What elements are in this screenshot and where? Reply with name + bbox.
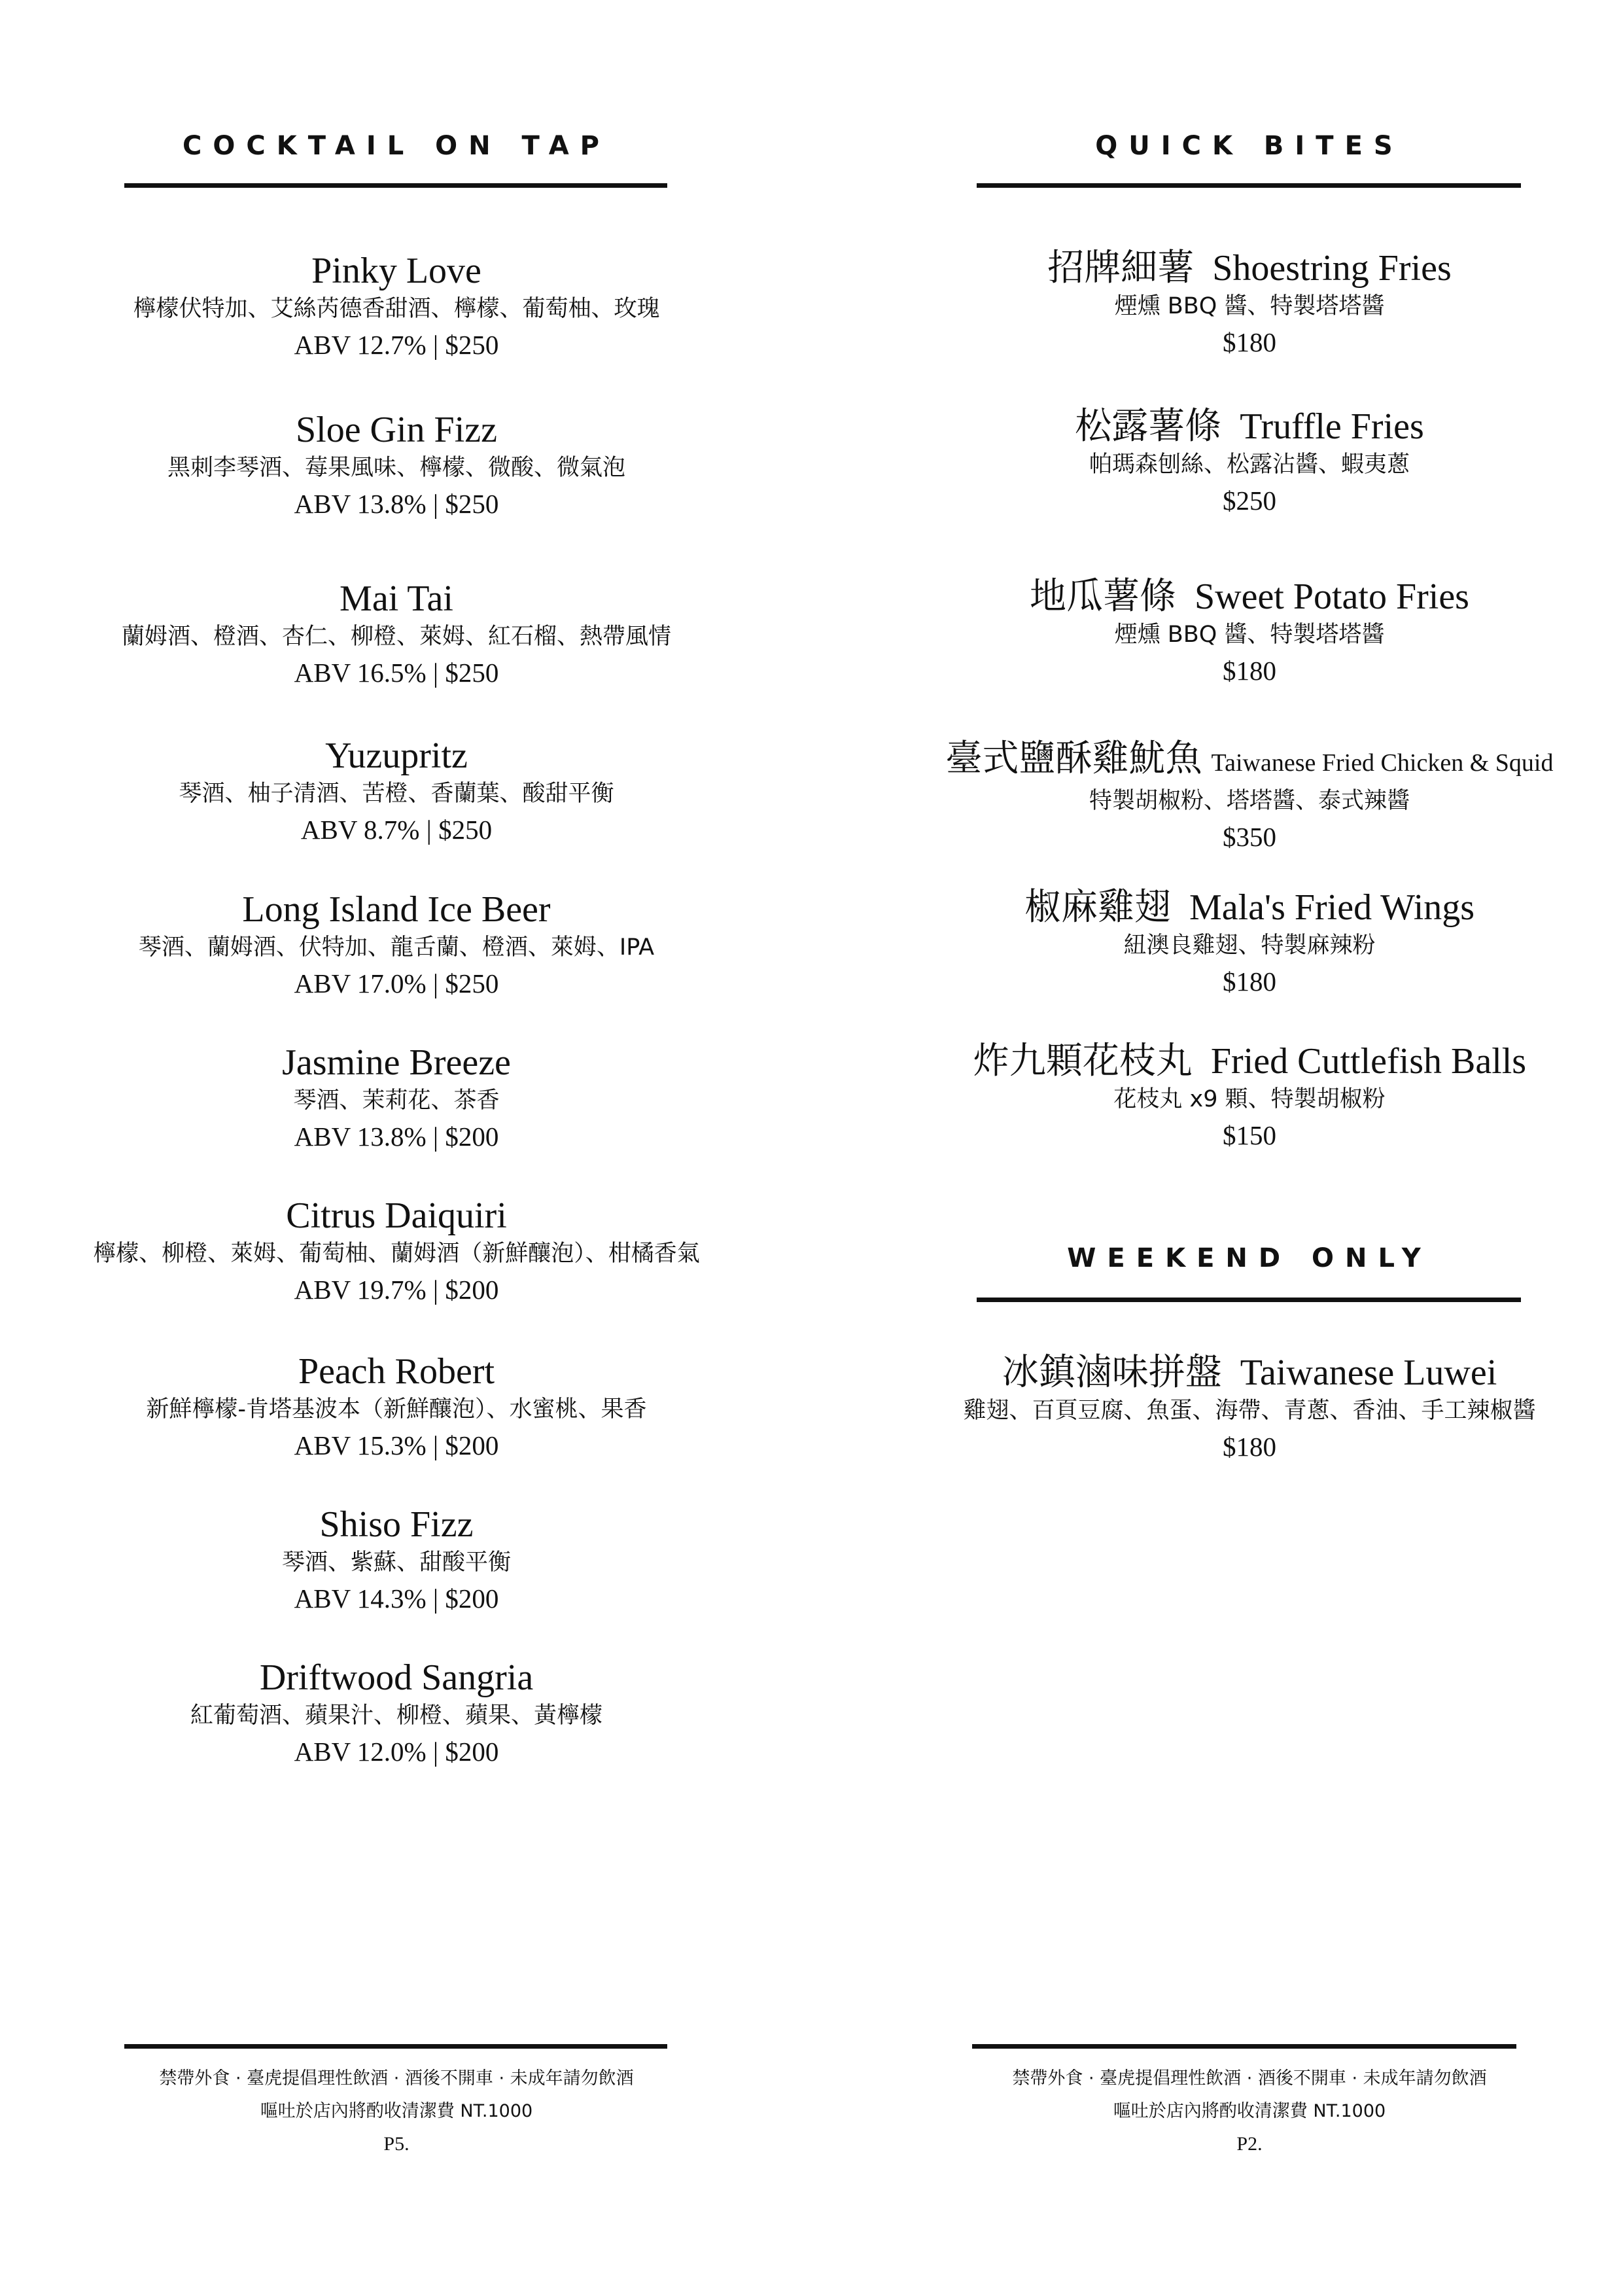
- cocktail-item: [0, 578, 793, 692]
- cocktail-item: [0, 1195, 793, 1309]
- food-price: $180: [1223, 327, 1276, 357]
- cocktail-name: Peach Robert: [298, 1351, 495, 1392]
- cocktail-name: Jasmine Breeze: [282, 1042, 511, 1083]
- cocktail-desc: 琴酒、柚子清酒、苦橙、香蘭葉、酸甜平衡: [179, 781, 614, 807]
- cocktail-price: ABV 16.5% | $250: [294, 658, 499, 688]
- footer-notice: 禁帶外食 · 臺虎提倡理性飲酒 · 酒後不開車 · 未成年請勿飲酒: [1012, 2068, 1487, 2089]
- cocktail-item: [0, 1351, 793, 1464]
- cocktail-desc: 琴酒、茉莉花、茶香: [293, 1087, 500, 1114]
- food-name-zh: 臺式鹽酥雞魷魚: [945, 739, 1202, 779]
- food-desc: 雞翅、百頁豆腐、魚蛋、海帶、青蔥、香油、手工辣椒醬: [963, 1398, 1536, 1424]
- food-name-zh: 地瓜薯條: [1030, 576, 1176, 617]
- food-item: [922, 576, 1577, 690]
- cocktail-name: Long Island Ice Beer: [242, 889, 551, 930]
- food-price: $180: [1223, 966, 1276, 997]
- footer: [0, 2062, 793, 2161]
- cocktail-item: [0, 1504, 793, 1617]
- food-name-zh: 松露薯條: [1075, 406, 1222, 447]
- quick-bites-heading: QUICK BITES: [1095, 131, 1404, 161]
- cocktail-price: ABV 19.7% | $200: [294, 1275, 499, 1305]
- food-price: $150: [1223, 1120, 1276, 1150]
- food-name-en: Fried Cuttlefish Balls: [1210, 1041, 1527, 1082]
- page-number: P2.: [1236, 2133, 1263, 2155]
- cocktail-price: ABV 12.0% | $200: [294, 1737, 499, 1767]
- food-name-en: Sweet Potato Fries: [1195, 576, 1469, 617]
- quick-bites-heading-rule: [977, 183, 1521, 188]
- cocktail-price: ABV 13.8% | $200: [294, 1122, 499, 1152]
- weekend-only-heading-rule: [977, 1298, 1521, 1302]
- food-name-zh: 招牌細薯: [1047, 248, 1195, 289]
- cocktail-name: Yuzupritz: [325, 735, 468, 776]
- cocktail-desc: 琴酒、紫蘇、甜酸平衡: [281, 1549, 511, 1576]
- cocktail-desc: 蘭姆酒、橙酒、杏仁、柳橙、萊姆、紅石榴、熱帶風情: [121, 624, 671, 650]
- food-name-zh: 炸九顆花枝丸: [972, 1041, 1193, 1082]
- cocktail-item: [0, 889, 793, 1002]
- cocktail-desc: 新鮮檸檬-肯塔基波本（新鮮釀泡）、水蜜桃、果香: [146, 1396, 647, 1422]
- food-price: $350: [1223, 822, 1276, 852]
- food-name-zh: 冰鎮滷味拼盤: [1002, 1352, 1222, 1393]
- food-column: [922, 0, 1577, 2296]
- footer-notice: 禁帶外食 · 臺虎提倡理性飲酒 · 酒後不開車 · 未成年請勿飲酒: [159, 2068, 634, 2089]
- footer-rule: [124, 2044, 667, 2049]
- cocktail-heading-rule: [124, 183, 667, 188]
- food-name-en: Taiwanese Fried Chicken & Squid: [1211, 749, 1554, 777]
- food-name-zh: 椒麻雞翅: [1024, 887, 1171, 928]
- food-item: [922, 887, 1577, 1000]
- cocktail-item: [0, 1042, 793, 1156]
- cocktail-price: ABV 15.3% | $200: [294, 1430, 499, 1460]
- food-name: [922, 247, 1577, 289]
- cocktail-price: ABV 12.7% | $250: [294, 330, 499, 360]
- cocktail-desc: 紅葡萄酒、蘋果汁、柳橙、蘋果、黃檸檬: [190, 1703, 602, 1729]
- cocktail-name: Driftwood Sangria: [259, 1657, 534, 1698]
- food-desc: 特製胡椒粉、塔塔醬、泰式辣醬: [1089, 788, 1410, 814]
- food-item: [922, 1040, 1577, 1154]
- cocktail-name: Pinky Love: [311, 251, 481, 291]
- footer: [922, 2062, 1577, 2161]
- food-name: [922, 738, 1577, 784]
- food-name-en: Mala's Fried Wings: [1189, 887, 1475, 928]
- food-desc: 煙燻 BBQ 醬、特製塔塔醬: [1114, 622, 1385, 648]
- food-price: $180: [1223, 1432, 1276, 1462]
- footer-rule: [972, 2044, 1516, 2049]
- cocktail-column: [0, 0, 793, 2296]
- food-item: [922, 406, 1577, 520]
- cocktail-price: ABV 13.8% | $250: [294, 489, 499, 519]
- food-name-en: Taiwanese Luwei: [1240, 1352, 1497, 1393]
- page-number: P5.: [383, 2133, 410, 2155]
- food-price: $180: [1223, 656, 1276, 686]
- weekend-item: [922, 1352, 1577, 1466]
- cocktail-name: Citrus Daiquiri: [286, 1195, 507, 1236]
- footer-cleaning-fee: 嘔吐於店內將酌收清潔費 NT.1000: [260, 2101, 533, 2121]
- weekend-only-heading: WEEKEND ONLY: [1067, 1243, 1432, 1273]
- cocktail-desc: 琴酒、蘭姆酒、伏特加、龍舌蘭、橙酒、萊姆、IPA: [138, 934, 655, 961]
- food-name: [922, 887, 1577, 928]
- cocktail-price: ABV 8.7% | $250: [300, 815, 493, 845]
- cocktail-name: Mai Tai: [340, 578, 453, 619]
- cocktail-price: ABV 17.0% | $250: [294, 968, 499, 998]
- cocktail-item: [0, 250, 793, 364]
- food-desc: 煙燻 BBQ 醬、特製塔塔醬: [1114, 293, 1385, 319]
- food-name: [922, 1040, 1577, 1082]
- cocktail-desc: 黑刺李琴酒、莓果風味、檸檬、微酸、微氣泡: [167, 455, 625, 481]
- food-name-en: Truffle Fries: [1240, 406, 1424, 447]
- food-desc: 花枝丸 x9 顆、特製胡椒粉: [1113, 1086, 1386, 1112]
- food-item: [922, 247, 1577, 361]
- footer-cleaning-fee: 嘔吐於店內將酌收清潔費 NT.1000: [1113, 2101, 1386, 2121]
- cocktail-name: Sloe Gin Fizz: [296, 410, 497, 450]
- cocktail-desc: 檸檬、柳橙、萊姆、葡萄柚、蘭姆酒（新鮮釀泡）、柑橘香氣: [93, 1241, 700, 1267]
- food-name: [922, 1352, 1577, 1394]
- cocktail-desc: 檸檬伏特加、艾絲芮德香甜酒、檸檬、葡萄柚、玫瑰: [133, 296, 660, 322]
- food-desc: 帕瑪森刨絲、松露沾醬、蝦夷蔥: [1089, 451, 1410, 478]
- cocktail-heading: COCKTAIL ON TAP: [182, 131, 610, 161]
- food-price: $250: [1223, 486, 1276, 516]
- cocktail-name: Shiso Fizz: [319, 1504, 474, 1545]
- food-name: [922, 576, 1577, 618]
- food-name: [922, 406, 1577, 448]
- cocktail-item: [0, 735, 793, 849]
- food-item: [922, 738, 1577, 856]
- cocktail-item: [0, 409, 793, 523]
- food-desc: 紐澳良雞翅、特製麻辣粉: [1123, 932, 1376, 959]
- cocktail-item: [0, 1657, 793, 1771]
- food-name-en: Shoestring Fries: [1212, 248, 1452, 289]
- cocktail-price: ABV 14.3% | $200: [294, 1583, 499, 1614]
